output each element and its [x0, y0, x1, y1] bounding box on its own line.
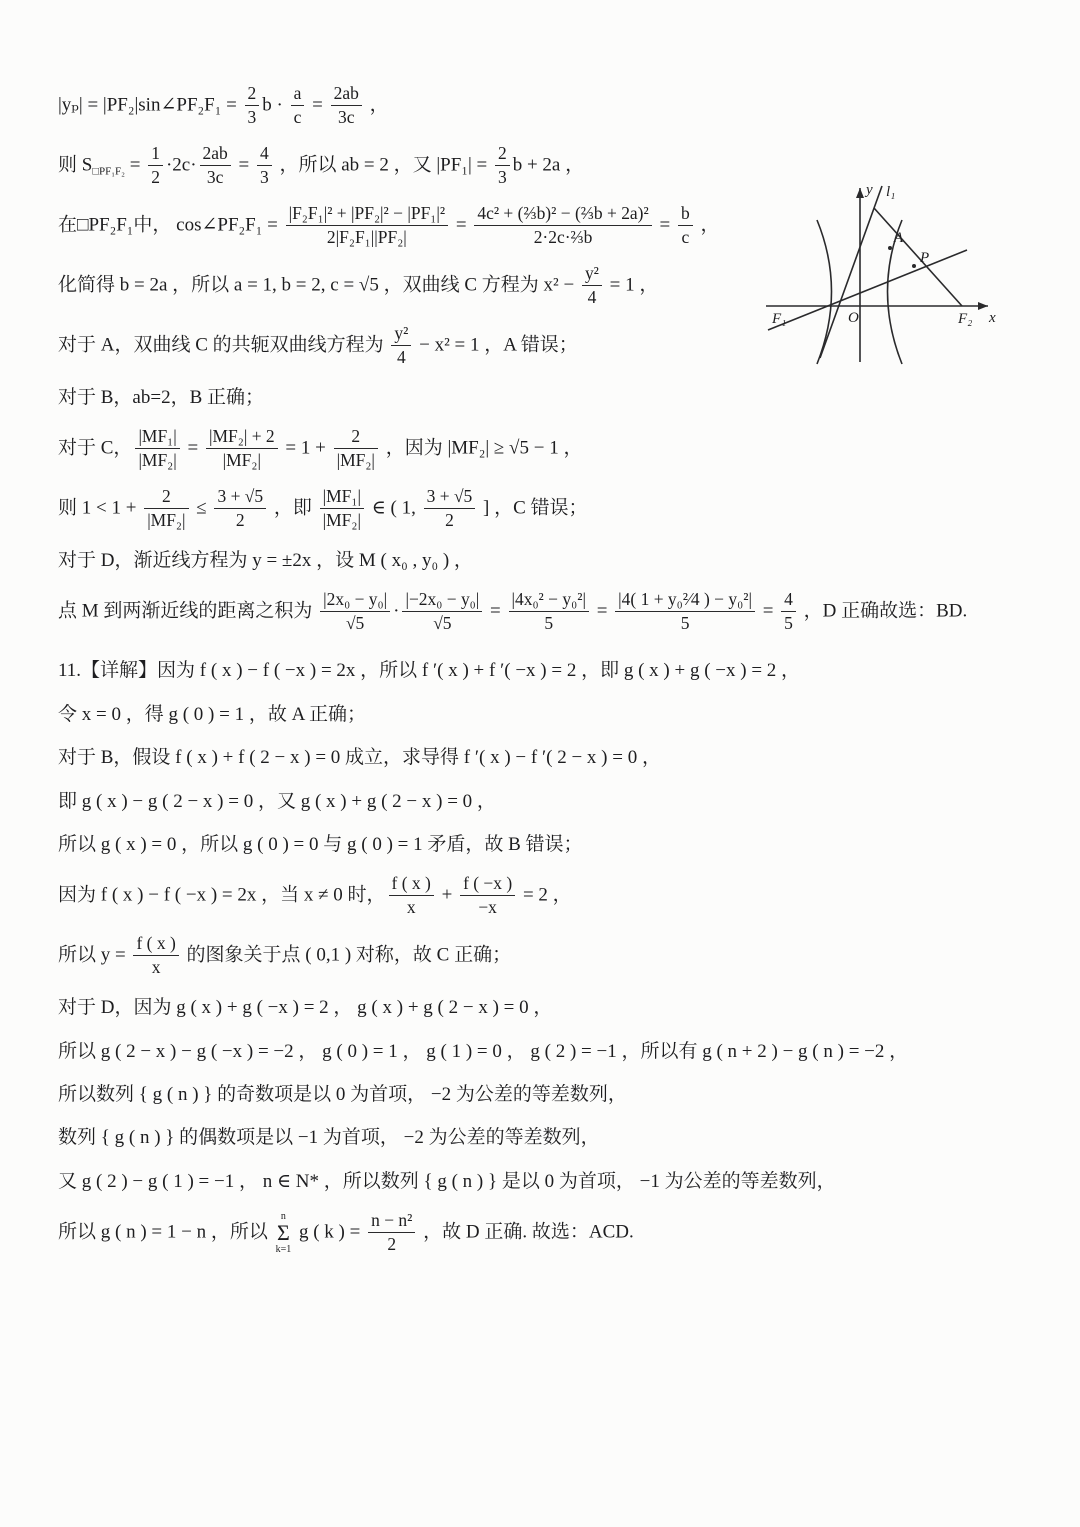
- text-run: − x² = 1 ，A 错误；: [414, 334, 578, 356]
- text-run: b ·: [262, 94, 288, 116]
- math-line: [58, 546, 1025, 574]
- text-run: 化简得 b = 2a ，所以 a = 1, b = 2, c = √5 ，双曲线 C 方程为 x² −: [58, 274, 579, 296]
- text-run: =: [182, 437, 203, 459]
- text-run: |yₚ| = |PF₂|sin∠PF₂F₁ =: [58, 94, 242, 116]
- text-run: g ( k ) =: [294, 1221, 366, 1243]
- fraction: $\frac{1}{2}$: [145, 143, 166, 188]
- fraction: $\frac{2}{\text{|MF₂|}}$: [141, 486, 191, 531]
- fraction: $\frac{\text{|MF₁|}}{\text{|MF₂|}}$: [132, 426, 182, 471]
- text-run: 即 g ( x ) − g ( 2 − x ) = 0 ，又 g ( x ) + g ( 2 − x ) = 0 ，: [58, 790, 496, 812]
- text-run: ·: [393, 601, 400, 623]
- math-line: [58, 1123, 1025, 1151]
- math-line: [58, 589, 1025, 634]
- fraction: $\frac{2ab}{3c}$: [197, 143, 234, 188]
- math-line: [58, 486, 1025, 531]
- label-x: x: [989, 310, 996, 326]
- text-run: = 1 ，: [604, 274, 659, 296]
- label-f2: F₂: [958, 311, 973, 327]
- text-run: 对于 B，假设 f ( x ) + f ( 2 − x ) = 0 成立，求导得 f ′( x ) − f ′( 2 − x ) = 0 ，: [58, 746, 661, 768]
- label-p: P: [920, 250, 930, 266]
- text-run: =: [591, 601, 613, 623]
- x-axis-arrow: [978, 302, 988, 310]
- text-run: 11.【详解】因为 f ( x ) − f ( −x ) = 2x ，所以 f ′( x ) + f ′( −x ) = 2 ，即 g ( x ) + g ( −x ) = 2 ，: [58, 660, 801, 682]
- fraction: $\frac{4}{3}$: [254, 143, 275, 188]
- label-y: y: [866, 182, 873, 198]
- text-run: 对于 B，ab=2，B 正确；: [58, 386, 264, 408]
- fraction: $\frac{\text{|MF₂| + 2}}{\text{|MF₂|}}$: [203, 426, 281, 471]
- math-line: [58, 993, 1025, 1021]
- subscript: □PF₁F₂: [92, 165, 125, 178]
- text-run: 又 g ( 2 ) − g ( 1 ) = −1 ， n ∈ N* ，所以数列 { g ( n ) } 是以 0 为首项， −1 为公差的等差数列，: [58, 1170, 836, 1192]
- math-line: [58, 787, 1025, 815]
- summation: n Σ k=1: [275, 1210, 292, 1255]
- fraction: $\frac{b}{c}$: [675, 203, 696, 248]
- math-line: [58, 700, 1025, 728]
- text-run: ·2c·: [165, 154, 197, 176]
- text-run: ，故 D 正确. 故选：ACD.: [418, 1221, 634, 1243]
- text-run: 所以数列 { g ( n ) } 的奇数项是以 0 为首项， −2 为公差的等差数列，: [58, 1083, 627, 1105]
- fraction: $\frac{4}{5}$: [778, 589, 799, 634]
- text-run: 对于 D，因为 g ( x ) + g ( −x ) = 2 ， g ( x ) + g ( 2 − x ) = 0 ，: [58, 997, 553, 1019]
- text-run: =: [654, 214, 675, 236]
- math-line: [58, 933, 1025, 978]
- text-run: ，D 正确故选：BD.: [798, 601, 968, 623]
- math-line: [58, 426, 1025, 471]
- text-run: ，因为 |MF₂| ≥ √5 − 1 ，: [380, 437, 583, 459]
- fraction: $\frac{\text{y²}}{4}$: [579, 263, 605, 308]
- fraction: $\frac{\text{|4x₀² − y₀²|}}{5}$: [506, 589, 592, 634]
- point-p: [912, 264, 916, 268]
- text-run: ，: [364, 94, 389, 116]
- line-l1: [820, 186, 882, 358]
- math-line: [58, 1167, 1025, 1195]
- math-line: [58, 830, 1025, 858]
- fraction: $\frac{f ( x )}{x}$: [386, 873, 437, 918]
- text-run: =: [233, 154, 254, 176]
- math-line: [58, 873, 1025, 918]
- text-run: 数列 { g ( n ) } 的偶数项是以 −1 为首项， −2 为公差的等差数列，: [58, 1127, 600, 1149]
- math-line: [58, 1210, 1025, 1255]
- fraction: $\frac{3 + √5}{2}$: [211, 486, 269, 531]
- fraction: $\frac{\text{|MF₁|}}{\text{|MF₂|}}$: [317, 486, 367, 531]
- text-run: ，即: [269, 497, 317, 519]
- text-run: = 2 ，: [518, 885, 572, 907]
- text-run: = 1 +: [280, 437, 331, 459]
- label-a: A: [894, 230, 904, 246]
- text-run: 点 M 到两渐近线的距离之积为: [58, 601, 318, 623]
- text-run: =: [485, 601, 506, 623]
- text-run: 所以 g ( x ) = 0 ，所以 g ( 0 ) = 0 与 g ( 0 ) = 1 矛盾，故 B 错误；: [58, 833, 583, 855]
- fraction: $\frac{\text{y²}}{4}$: [388, 323, 414, 368]
- fraction: $\frac{3 + √5}{2}$: [421, 486, 479, 531]
- text-run: 对于 C，: [58, 437, 133, 459]
- text-run: 对于 D，渐近线方程为 y = ±2x ，设 M ( x₀ , y₀ ) ，: [58, 549, 473, 571]
- fraction: $\frac{a}{c}$: [288, 83, 308, 128]
- text-run: 因为 f ( x ) − f ( −x ) = 2x ，当 x ≠ 0 时，: [58, 885, 386, 907]
- text-run: =: [125, 154, 146, 176]
- text-run: ∈ ( 1,: [366, 497, 421, 519]
- text-run: 所以 y =: [58, 944, 131, 966]
- hyperbola-figure: [762, 178, 1002, 368]
- fraction: $\frac{f ( -x )}{-x}$: [457, 873, 518, 918]
- line-f1-p: [768, 250, 967, 330]
- math-line: [58, 656, 1025, 684]
- fraction: $\frac{2ab}{3c}$: [328, 83, 365, 128]
- fraction: $\frac{2}{3}$: [492, 143, 513, 188]
- fraction: $\frac{2}{\text{|MF₂|}}$: [331, 426, 381, 471]
- text-run: 在□PF₂F₁中， cos∠PF₂F₁ =: [58, 214, 283, 236]
- math-line: [58, 1037, 1025, 1065]
- fraction: $\frac{\text{|4( 1 + y₀²⁄4 ) − y₀²|}}{5}$: [612, 589, 758, 634]
- text-run: ，: [695, 214, 720, 236]
- point-a: [888, 246, 892, 250]
- math-line: [58, 83, 1025, 128]
- text-run: =: [451, 214, 472, 236]
- text-run: 则 S: [58, 154, 93, 176]
- math-line: [58, 1080, 1025, 1108]
- math-line: [58, 383, 1025, 411]
- label-l1: l₁: [886, 184, 896, 200]
- math-line: [58, 743, 1025, 771]
- text-run: ，所以 ab = 2 ，又 |PF₁| =: [274, 154, 492, 176]
- fraction: $\frac{2}{3}$: [242, 83, 263, 128]
- label-o: O: [848, 310, 859, 326]
- fraction: $\frac{\text{|2x₀ − y₀|}}{√5}$: [317, 589, 393, 634]
- text-run: =: [757, 601, 779, 623]
- y-axis-arrow: [856, 188, 864, 198]
- text-run: ≤: [191, 497, 212, 519]
- fraction: $\frac{f ( x )}{x}$: [130, 933, 181, 978]
- text-run: 的图象关于点 ( 0,1 ) 对称，故 C 正确；: [181, 944, 512, 966]
- label-f1: F₁: [772, 311, 787, 327]
- fraction: $\frac{\text{|−2x₀ − y₀|}}{√5}$: [399, 589, 485, 634]
- text-run: 对于 A，双曲线 C 的共轭双曲线方程为: [58, 334, 389, 356]
- fraction: $\frac{\text{|F₂F₁|² + |PF₂|² − |PF₁|²}}{\text{2|F₂F₁||PF₂|}}$: [283, 203, 452, 248]
- text-run: 所以 g ( 2 − x ) − g ( −x ) = −2 ， g ( 0 ) = 1 ， g ( 1 ) = 0 ， g ( 2 ) = −1 ，所以有 g ( n + 2 ) − g ( n ) = −2 ，: [58, 1040, 909, 1062]
- text-run: 令 x = 0 ，得 g ( 0 ) = 1 ，故 A 正确；: [58, 703, 367, 725]
- text-run: ] ，C 错误；: [478, 497, 588, 519]
- text-run: b + 2a ，: [512, 154, 585, 176]
- fraction: $\frac{\text{4c² + (⅔b)² − (⅔b + 2a)²}}{\text{2·2c·⅔b}}$: [471, 203, 654, 248]
- text-run: 所以 g ( n ) = 1 − n ，所以: [58, 1221, 273, 1243]
- text-run: =: [307, 94, 328, 116]
- fraction: $\frac{\text{n − n²}}{2}$: [365, 1210, 418, 1255]
- text-run: +: [436, 885, 458, 907]
- hyperbola-left-branch: [817, 220, 832, 364]
- text-run: 则 1 < 1 +: [58, 497, 142, 519]
- hyperbola-figure-svg: [762, 178, 1002, 368]
